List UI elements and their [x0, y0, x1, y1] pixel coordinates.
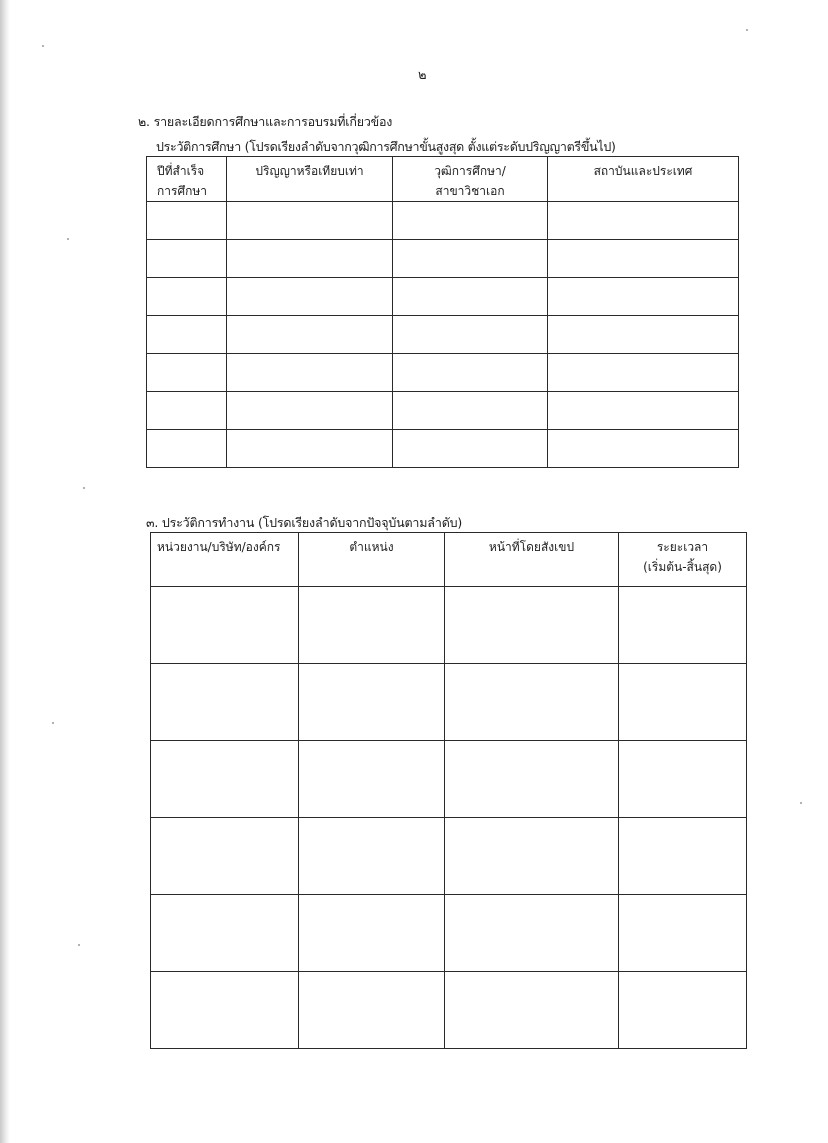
blank-entry-cell[interactable] — [445, 972, 619, 1049]
header-line: (เริ่มต้น-สิ้นสุด) — [643, 560, 722, 574]
education-section-heading: ๒. รายละเอียดการศึกษาและการอบรมที่เกี่ยวข้อง — [138, 114, 393, 129]
education-header-institution — [548, 157, 739, 202]
work-table-body — [151, 587, 747, 1049]
scan-speck — [746, 29, 748, 31]
blank-entry-cell[interactable] — [445, 818, 619, 895]
header-line: ปริญญาหรือเทียบเท่า — [255, 164, 364, 178]
header-line: สาขาวิชาเอก — [435, 184, 505, 198]
blank-entry-cell[interactable] — [393, 392, 548, 430]
work-table-row — [151, 895, 747, 972]
blank-entry-cell[interactable] — [299, 664, 445, 741]
blank-entry-cell[interactable] — [619, 664, 747, 741]
education-header-major — [393, 157, 548, 202]
blank-entry-cell[interactable] — [227, 316, 393, 354]
header-line: สถาบันและประเทศ — [593, 164, 693, 178]
work-table-row — [151, 664, 747, 741]
blank-entry-cell[interactable] — [393, 240, 548, 278]
blank-entry-cell[interactable] — [299, 972, 445, 1049]
scan-speck — [800, 802, 802, 804]
blank-entry-cell[interactable] — [147, 278, 227, 316]
work-table-row — [151, 587, 747, 664]
header-line: หน้าที่โดยสังเขป — [488, 540, 575, 554]
page-number: ๒ — [418, 68, 427, 83]
education-table-row — [147, 392, 739, 430]
work-table-row — [151, 818, 747, 895]
blank-entry-cell[interactable] — [548, 354, 739, 392]
education-table-body — [147, 202, 739, 468]
blank-entry-cell[interactable] — [445, 664, 619, 741]
work-header-organization — [151, 533, 299, 587]
blank-entry-cell[interactable] — [393, 202, 548, 240]
blank-entry-cell[interactable] — [619, 818, 747, 895]
blank-entry-cell[interactable] — [147, 430, 227, 468]
education-header-degree — [227, 157, 393, 202]
scan-speck — [42, 45, 44, 47]
education-table-row — [147, 430, 739, 468]
blank-entry-cell[interactable] — [299, 895, 445, 972]
header-line: ปีที่สำเร็จ — [157, 164, 205, 178]
education-table-row — [147, 278, 739, 316]
blank-entry-cell[interactable] — [227, 430, 393, 468]
scan-speck — [78, 944, 80, 946]
work-section-heading: ๓. ประวัติการทำงาน (โปรดเรียงลำดับจากปัจจุบันตามลำดับ) — [146, 515, 463, 530]
education-table-row — [147, 240, 739, 278]
blank-entry-cell[interactable] — [393, 316, 548, 354]
work-table-row — [151, 972, 747, 1049]
blank-entry-cell[interactable] — [147, 354, 227, 392]
blank-entry-cell[interactable] — [393, 278, 548, 316]
blank-entry-cell[interactable] — [619, 741, 747, 818]
blank-entry-cell[interactable] — [445, 895, 619, 972]
work-history-table — [150, 532, 747, 1049]
blank-entry-cell[interactable] — [227, 202, 393, 240]
blank-entry-cell[interactable] — [151, 741, 299, 818]
scan-speck — [83, 487, 85, 489]
work-table-row — [151, 741, 747, 818]
blank-entry-cell[interactable] — [147, 316, 227, 354]
scan-speck — [52, 722, 54, 724]
blank-entry-cell[interactable] — [548, 202, 739, 240]
blank-entry-cell[interactable] — [393, 354, 548, 392]
work-header-duties — [445, 533, 619, 587]
work-header-row — [151, 533, 747, 587]
header-line: ตำแหน่ง — [349, 540, 394, 554]
blank-entry-cell[interactable] — [548, 240, 739, 278]
blank-entry-cell[interactable] — [151, 664, 299, 741]
header-line: การศึกษา — [157, 184, 207, 198]
header-line: หน่วยงาน/บริษัท/องค์กร — [157, 540, 281, 554]
page-shadow-edge — [0, 0, 10, 1143]
blank-entry-cell[interactable] — [445, 741, 619, 818]
blank-entry-cell[interactable] — [548, 278, 739, 316]
header-line: วุฒิการศึกษา/ — [434, 164, 506, 178]
education-table-row — [147, 354, 739, 392]
education-table-row — [147, 316, 739, 354]
education-table-row — [147, 202, 739, 240]
blank-entry-cell[interactable] — [151, 895, 299, 972]
work-header-duration — [619, 533, 747, 587]
scan-speck — [67, 238, 69, 240]
blank-entry-cell[interactable] — [299, 818, 445, 895]
education-history-table — [146, 156, 739, 468]
education-section-subheading: ประวัติการศึกษา (โปรดเรียงลำดับจากวุฒิการศึกษาขั้นสูงสุด ตั้งแต่ระดับปริญญาตรีขึ้นไป) — [156, 139, 616, 154]
blank-entry-cell[interactable] — [151, 972, 299, 1049]
blank-entry-cell[interactable] — [227, 240, 393, 278]
blank-entry-cell[interactable] — [147, 392, 227, 430]
blank-entry-cell[interactable] — [147, 240, 227, 278]
education-header-year — [147, 157, 227, 202]
header-line: ระยะเวลา — [656, 540, 709, 554]
blank-entry-cell[interactable] — [548, 316, 739, 354]
blank-entry-cell[interactable] — [548, 430, 739, 468]
blank-entry-cell[interactable] — [548, 392, 739, 430]
blank-entry-cell[interactable] — [151, 587, 299, 664]
blank-entry-cell[interactable] — [147, 202, 227, 240]
blank-entry-cell[interactable] — [151, 818, 299, 895]
blank-entry-cell[interactable] — [619, 587, 747, 664]
blank-entry-cell[interactable] — [393, 430, 548, 468]
blank-entry-cell[interactable] — [227, 392, 393, 430]
blank-entry-cell[interactable] — [619, 895, 747, 972]
blank-entry-cell[interactable] — [227, 278, 393, 316]
blank-entry-cell[interactable] — [299, 741, 445, 818]
blank-entry-cell[interactable] — [445, 587, 619, 664]
work-header-position — [299, 533, 445, 587]
blank-entry-cell[interactable] — [619, 972, 747, 1049]
blank-entry-cell[interactable] — [299, 587, 445, 664]
blank-entry-cell[interactable] — [227, 354, 393, 392]
education-header-row — [147, 157, 739, 202]
